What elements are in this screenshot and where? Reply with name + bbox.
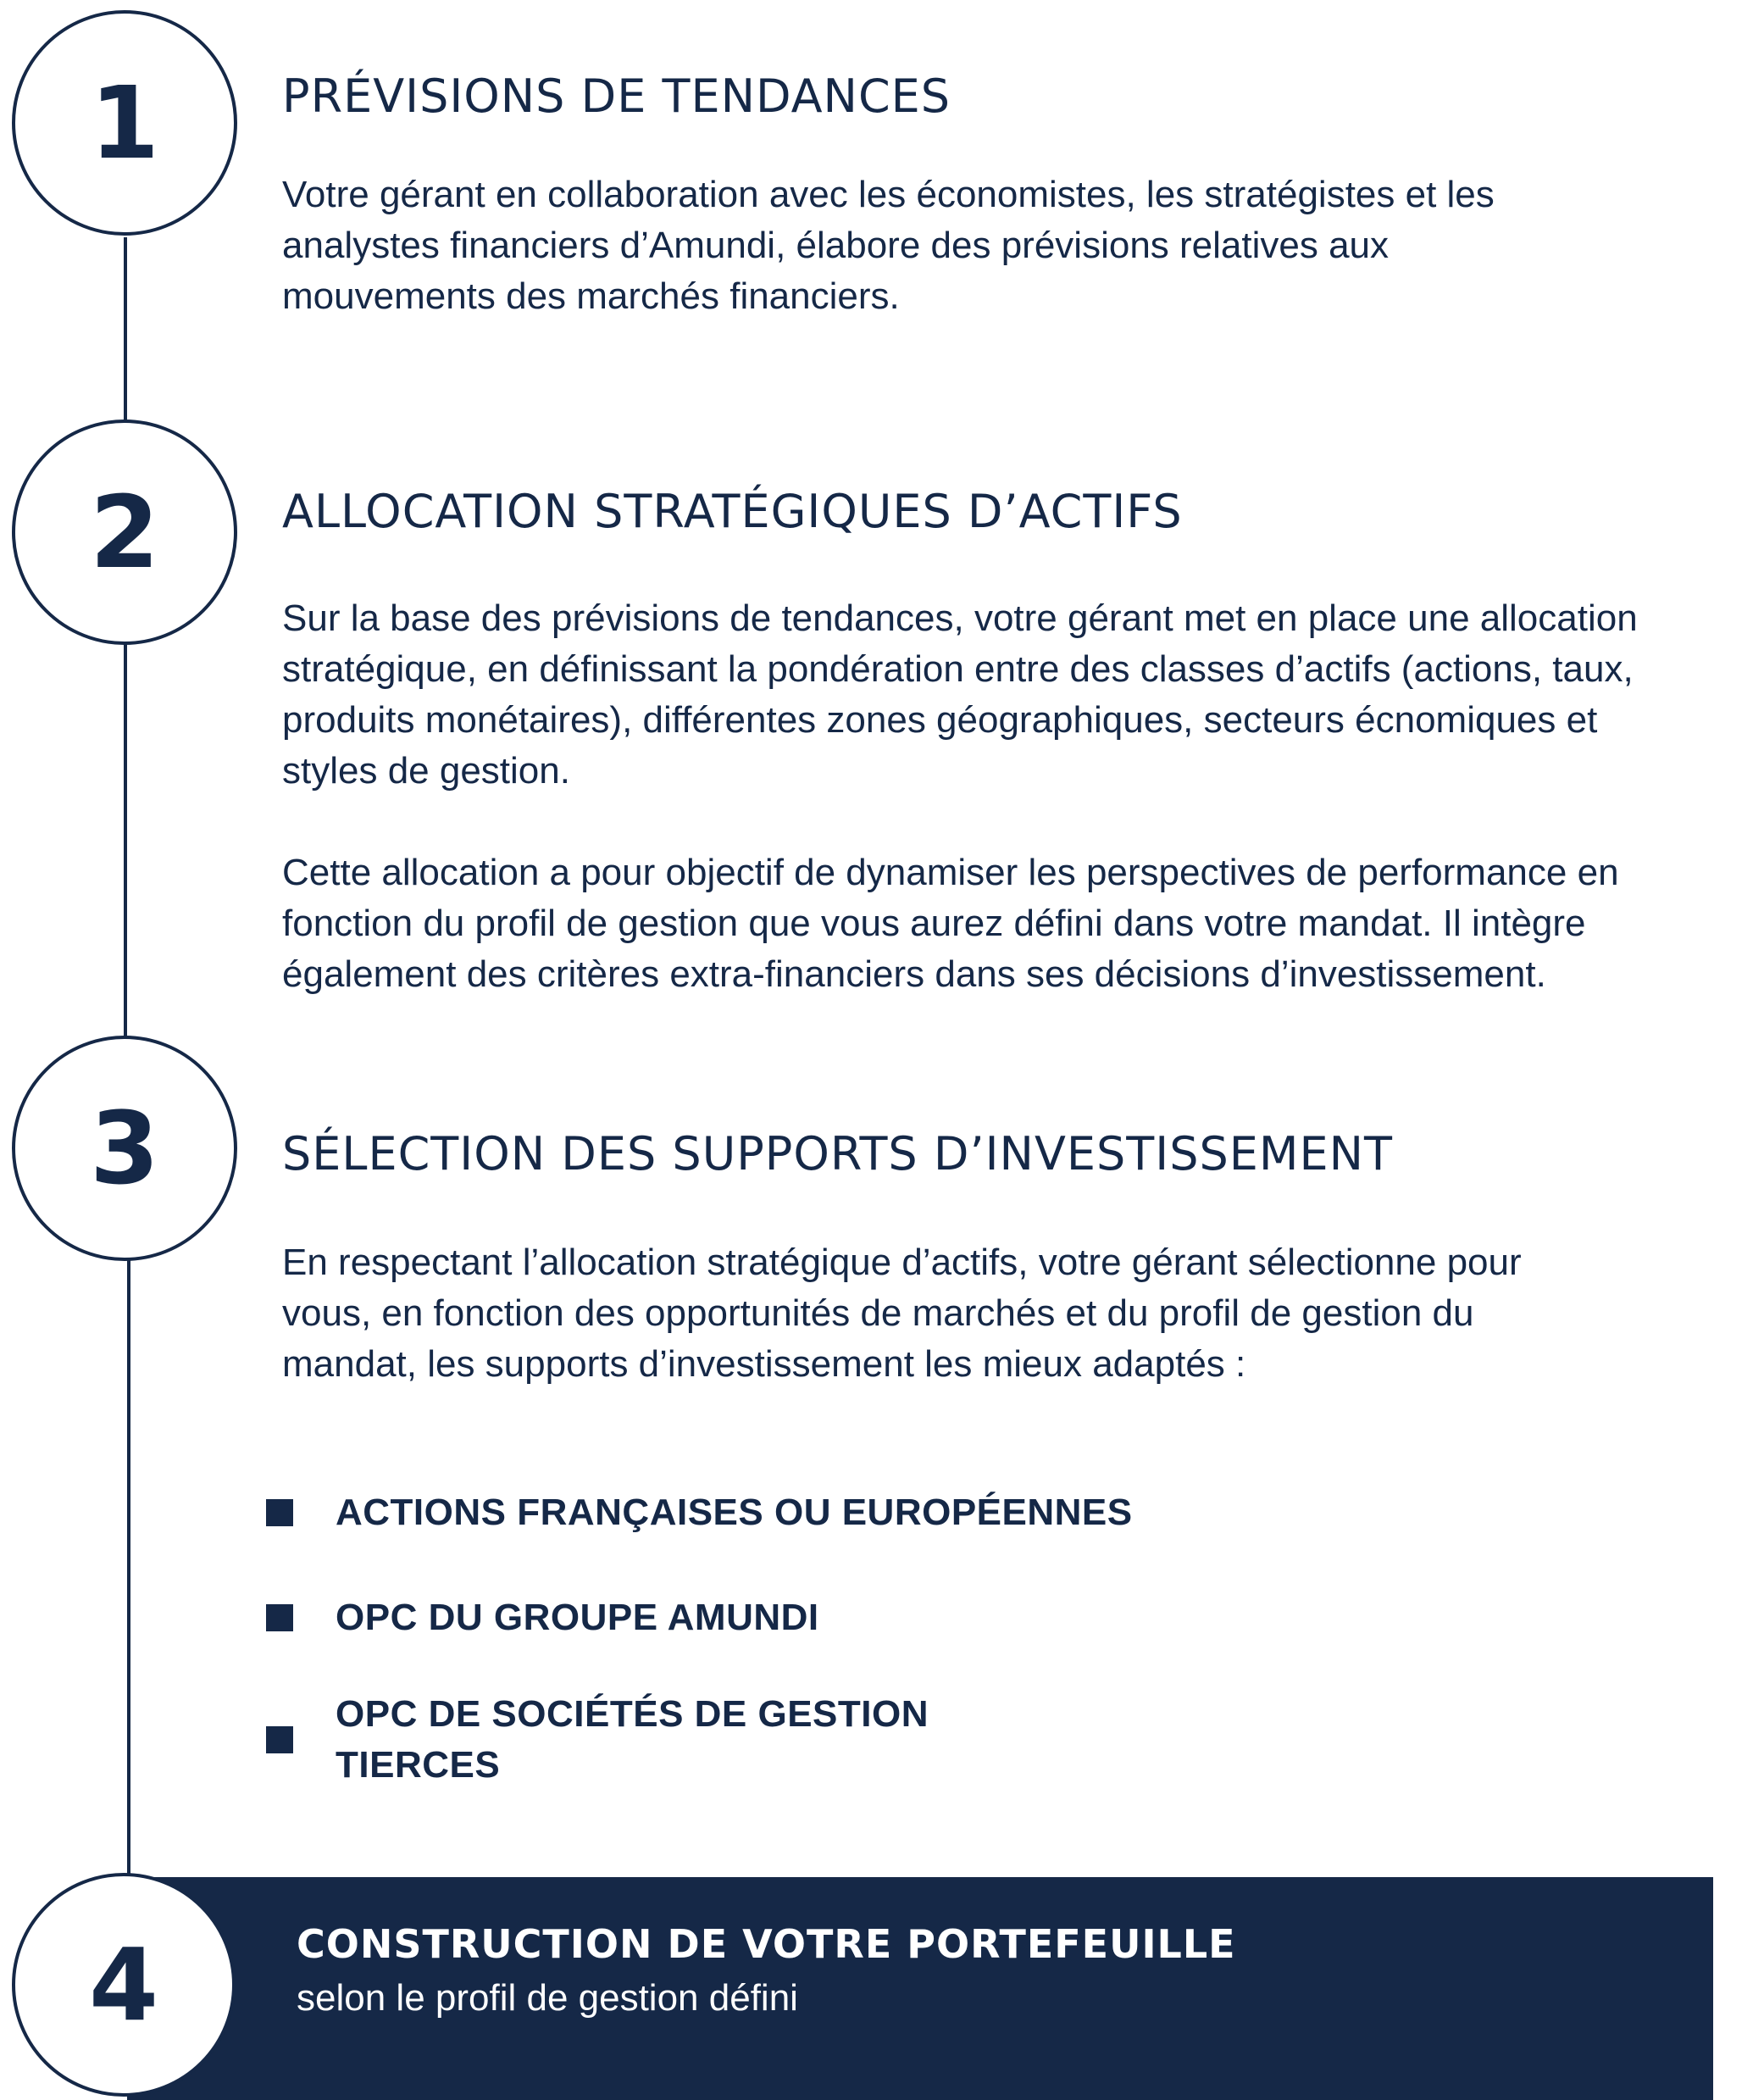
step-3-description bbox=[282, 1237, 1604, 1390]
step-1-number-circle bbox=[12, 10, 237, 236]
list-item bbox=[266, 1487, 1133, 1538]
list-item-label: ACTIONS FRANÇAISES OU EUROPÉENNES bbox=[336, 1492, 1133, 1533]
step-3-number: 3 bbox=[89, 1090, 160, 1207]
step-2-paragraph-1: Sur la base des prévisions de tendances, votre gérant met en place une allocation stratégique, en définissant la pondération entre des classes d’actifs (actions, taux, produits monétaires), différentes zones géographiques, secteurs écnomiques et styles de gestion. bbox=[282, 597, 1638, 792]
step-4-banner bbox=[127, 1877, 1713, 2100]
step-4-subtitle: selon le profil de gestion défini bbox=[297, 1977, 798, 2019]
step-2-title: ALLOCATION STRATÉGIQUES D’ACTIFS bbox=[282, 485, 1183, 538]
step-2-number-circle bbox=[12, 419, 237, 645]
list-item-label: OPC DE SOCIÉTÉS DE GESTION TIERCES bbox=[336, 1693, 929, 1786]
bullet-square-icon bbox=[266, 1499, 293, 1526]
step-2-number: 2 bbox=[89, 474, 160, 591]
step-1-paragraph: Votre gérant en collaboration avec les économistes, les stratégistes et les analystes financiers d’Amundi, élabore des prévisions relatives aux mouvements des marchés financiers. bbox=[282, 174, 1495, 317]
step-4-number: 4 bbox=[88, 1926, 159, 2043]
step-4-title: CONSTRUCTION DE VOTRE PORTEFEUILLE bbox=[297, 1921, 1236, 1967]
timeline-connector-1-2 bbox=[124, 237, 127, 424]
list-item bbox=[266, 1689, 929, 1791]
timeline-connector-3-4 bbox=[127, 1254, 130, 1877]
step-4-number-circle bbox=[12, 1873, 236, 2097]
step-2-description bbox=[282, 593, 1680, 1000]
step-1-description bbox=[282, 169, 1604, 322]
step-3-paragraph: En respectant l’allocation stratégique d’actifs, votre gérant sélectionne pour vous, en fonction des opportunités de marchés et du profil de gestion du mandat, les supports d’investissement les mieux adaptés : bbox=[282, 1242, 1522, 1385]
list-item-label: OPC DU GROUPE AMUNDI bbox=[336, 1597, 819, 1638]
list-item bbox=[266, 1592, 819, 1643]
bullet-square-icon bbox=[266, 1604, 293, 1631]
step-1-number: 1 bbox=[89, 64, 160, 181]
timeline-connector-2-3 bbox=[124, 644, 127, 1042]
step-3-number-circle bbox=[12, 1036, 237, 1261]
step-1-title: PRÉVISIONS DE TENDANCES bbox=[282, 69, 951, 123]
step-3-title: SÉLECTION DES SUPPORTS D’INVESTISSEMENT bbox=[282, 1127, 1393, 1181]
bullet-square-icon bbox=[266, 1726, 293, 1753]
step-2-paragraph-2: Cette allocation a pour objectif de dynamiser les perspectives de performance en fonction du profil de gestion que vous aurez défini dans votre mandat. Il intègre également des critères extra-financiers dans ses décisions d’investissement. bbox=[282, 852, 1619, 995]
